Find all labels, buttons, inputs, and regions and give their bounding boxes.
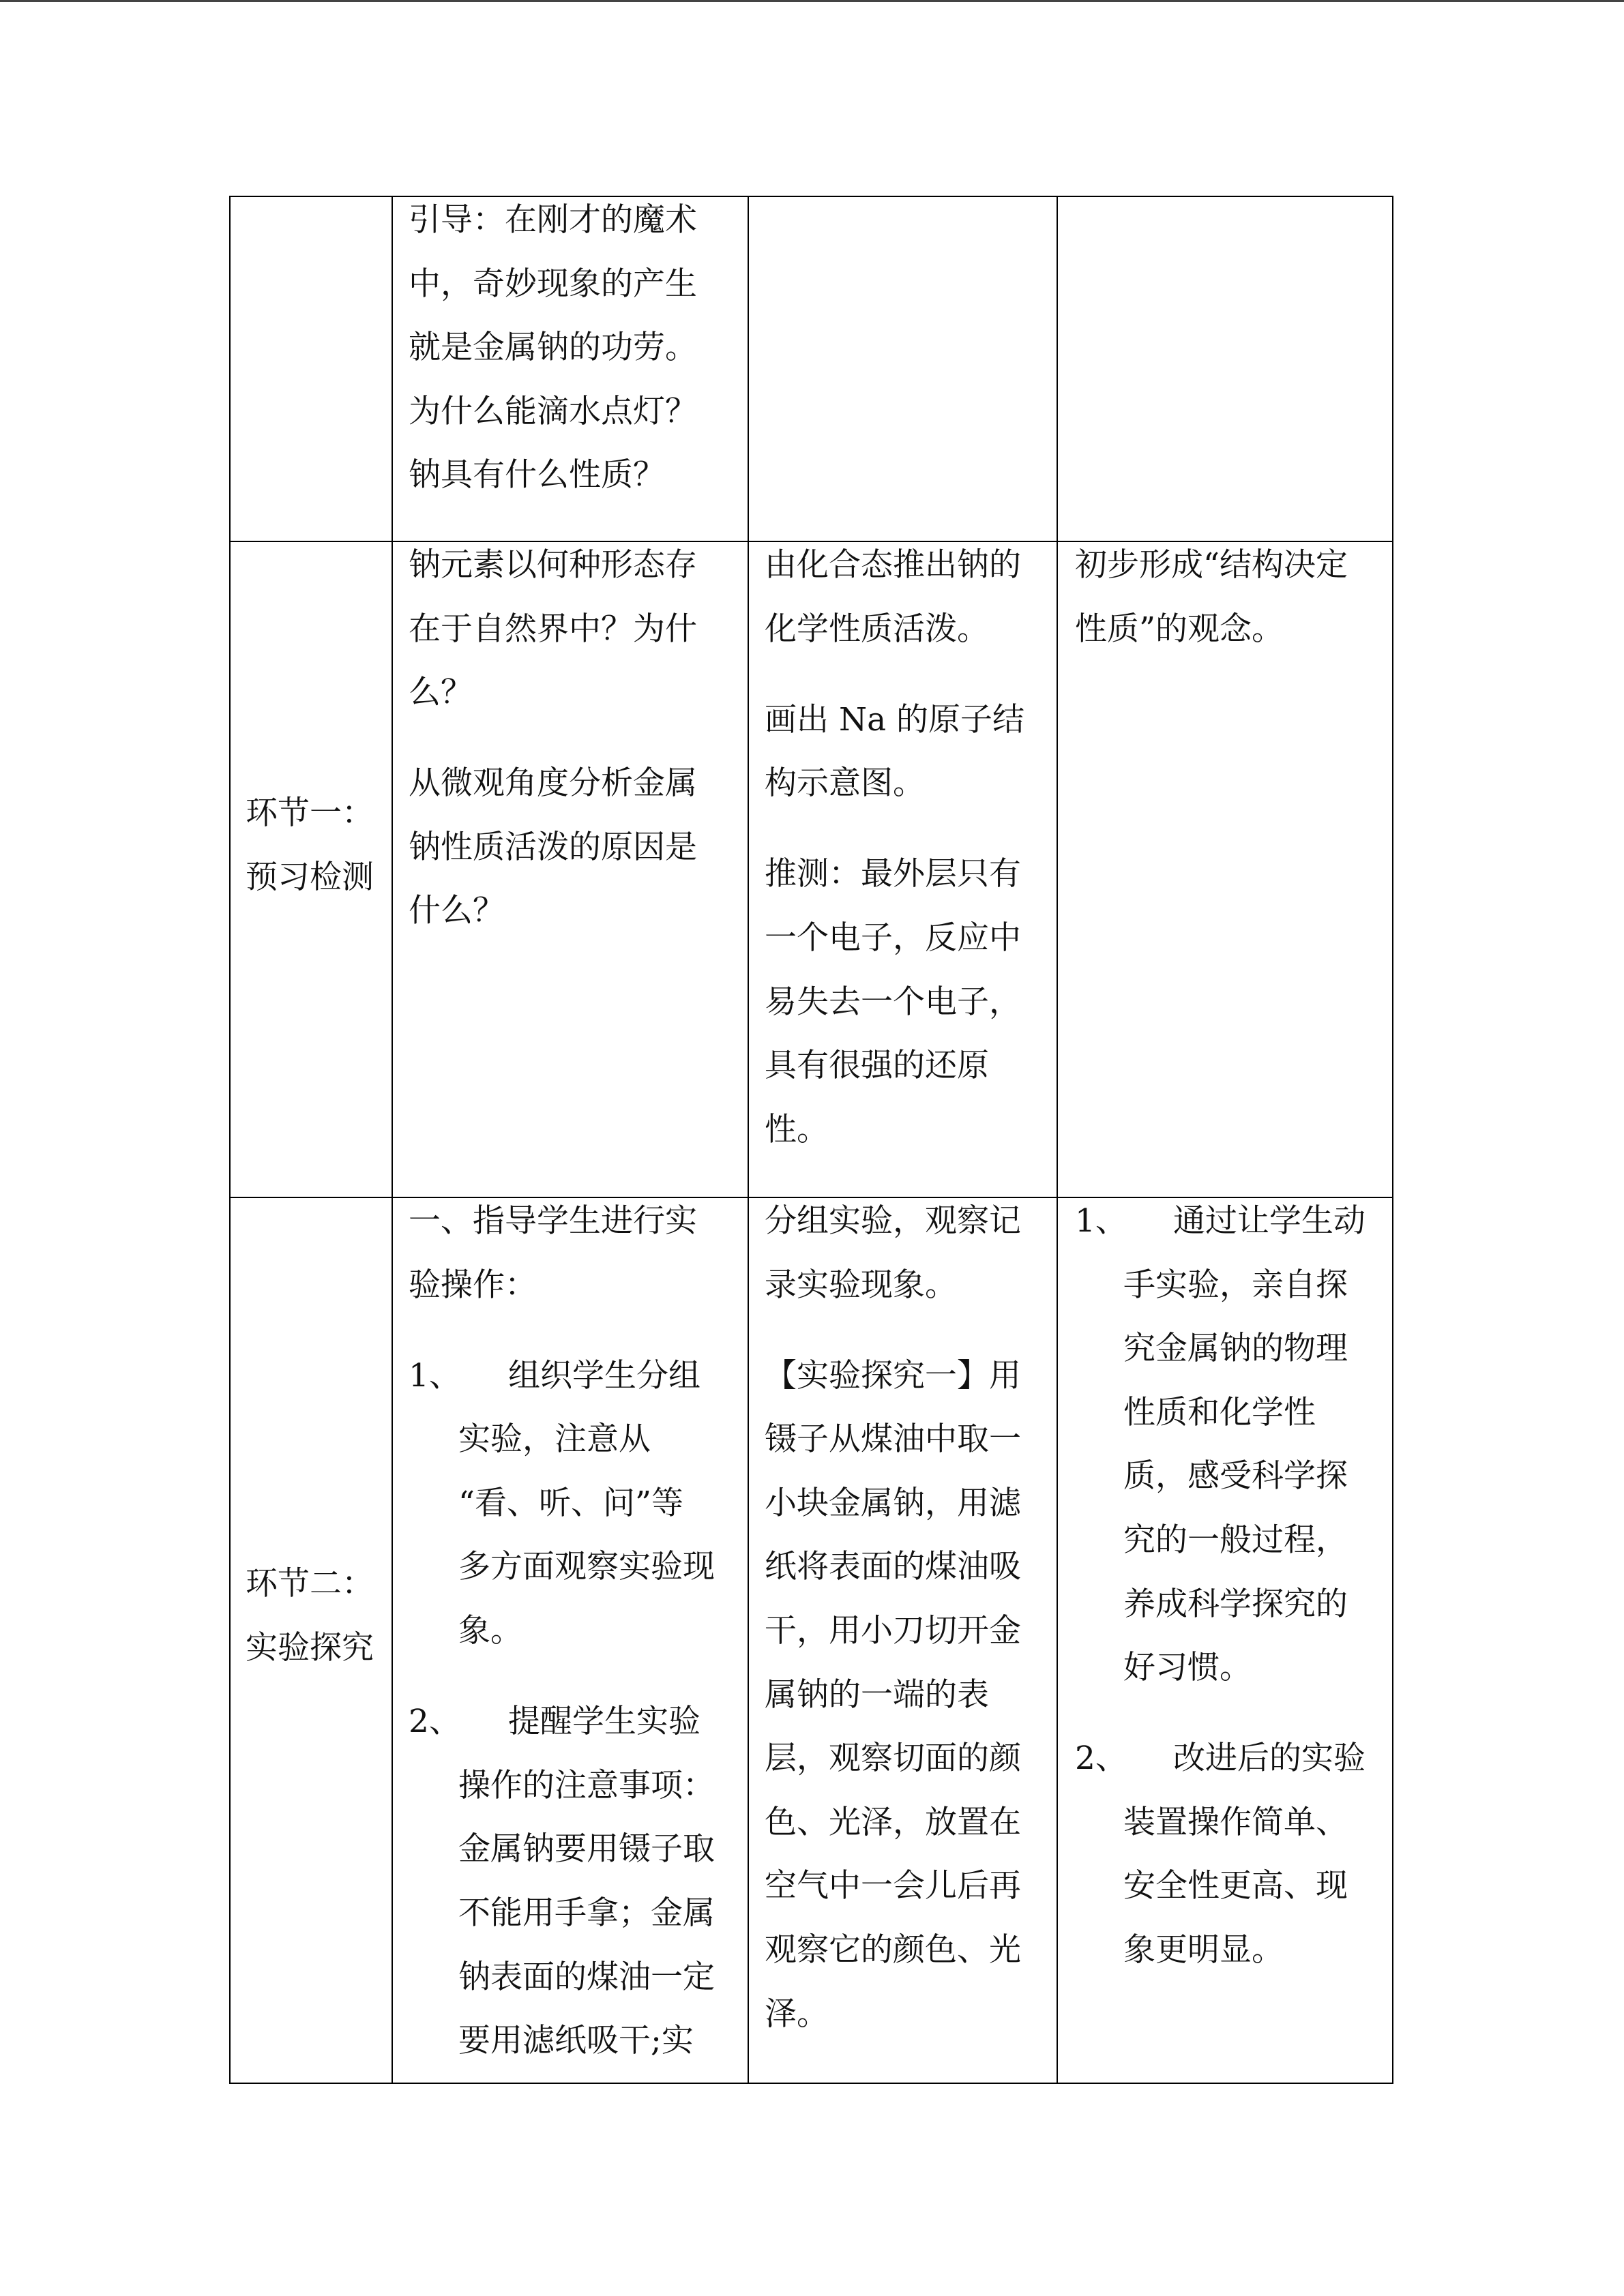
table-cell	[748, 196, 1058, 542]
text-line: 实验探究	[246, 1629, 374, 1667]
table-cell	[392, 196, 749, 542]
table-cell	[748, 1197, 1058, 2084]
cell-content	[409, 1189, 715, 2073]
paragraph	[1075, 533, 1348, 661]
text-line: 钠具有什么性质？	[409, 456, 665, 494]
text-line: 质，感受科学探	[1123, 1457, 1348, 1495]
text-line: 纸将表面的煤油吸	[765, 1548, 1021, 1586]
text-line: 养成科学探究的	[1123, 1585, 1348, 1623]
text-line: 一个电子，反应中	[765, 919, 1021, 957]
text-line: 观察它的颜色、光	[765, 1931, 1021, 1969]
text-line: 镊子从煤油中取一	[765, 1420, 1021, 1459]
text-line: 象。	[458, 1612, 522, 1650]
table-cell	[392, 541, 749, 1198]
list-marker: 1、	[409, 1356, 461, 1395]
text-line: 实验，注意从	[458, 1420, 651, 1459]
text-line: “看、听、问”等	[458, 1484, 684, 1522]
text-line: 一、指导学生进行实	[409, 1202, 697, 1240]
text-line: 在于自然界中？为什	[409, 610, 697, 648]
text-line: 改进后的实验	[1173, 1740, 1365, 1778]
text-line: 初步形成“结构决定	[1075, 546, 1348, 584]
paragraph	[765, 1189, 1021, 1317]
text-line: 由化合态推出钠的	[765, 546, 1021, 584]
list-item	[1075, 1189, 1365, 1700]
paragraph	[409, 751, 697, 943]
cell-content	[765, 533, 1024, 1161]
text-line: 从微观角度分析金属	[409, 764, 697, 803]
text-line: 金属钠要用镊子取	[458, 1830, 715, 1868]
stage-label	[231, 781, 374, 909]
text-line: 验操作：	[409, 1266, 537, 1304]
text-line: 推测：最外层只有	[765, 855, 1021, 893]
cell-content	[1075, 533, 1348, 661]
text-line: 层，观察切面的颜	[765, 1740, 1021, 1778]
list-marker: 2、	[1075, 1740, 1127, 1778]
text-line: 装置操作简单、	[1123, 1803, 1348, 1841]
text-line: 多方面观察实验现	[458, 1548, 715, 1586]
table-cell	[1057, 1197, 1393, 2084]
text-line: 易失去一个电子，	[765, 983, 1021, 1021]
list-item	[409, 1344, 715, 1663]
cell-content	[409, 188, 697, 507]
text-line: 泽。	[765, 1995, 829, 2033]
text-line: 究金属钠的物理	[1123, 1330, 1348, 1368]
cell-content	[1075, 1189, 1365, 1982]
text-line: 钠表面的煤油一定	[458, 1958, 715, 1996]
table-cell	[229, 1197, 393, 2084]
text-line: 手实验，亲自探	[1123, 1266, 1348, 1304]
table-cell	[1057, 541, 1393, 1198]
text-line: 性。	[765, 1110, 829, 1148]
cell-content	[765, 1189, 1021, 2046]
table-cell	[748, 541, 1058, 1198]
text-line: 性质”的观念。	[1075, 610, 1284, 648]
list-item	[409, 1690, 715, 2073]
text-line: 象更明显。	[1123, 1931, 1284, 1969]
stage-label	[231, 1552, 374, 1680]
text-line: 么？	[409, 674, 473, 712]
text-line: 色、光泽，放置在	[765, 1803, 1021, 1841]
text-line: 究的一般过程，	[1123, 1521, 1348, 1559]
text-line: 化学性质活泼。	[765, 610, 989, 648]
text-line: 干，用小刀切开金	[765, 1612, 1021, 1650]
text-line: 性质和化学性	[1123, 1393, 1316, 1431]
text-line: 环节二：	[246, 1565, 374, 1603]
text-line: 通过让学生动	[1173, 1202, 1365, 1240]
table-cell	[229, 541, 393, 1198]
text-line: 钠元素以何种形态存	[409, 546, 697, 584]
text-line: 中，奇妙现象的产生	[409, 265, 697, 303]
text-line: 录实验现象。	[765, 1266, 957, 1304]
text-line: 不能用手拿；金属	[458, 1894, 715, 1932]
list-marker: 2、	[409, 1703, 461, 1741]
text-line: 什么？	[409, 892, 505, 930]
text-line: 就是金属钠的功劳。	[409, 329, 697, 367]
text-line: 预习检测	[246, 858, 374, 896]
text-line: 操作的注意事项：	[458, 1766, 715, 1804]
text-line: 空气中一会儿后再	[765, 1867, 1021, 1905]
text-line: 小块金属钠，用滤	[765, 1484, 1021, 1522]
text-line: 属钠的一端的表	[765, 1675, 989, 1714]
table-cell	[1057, 196, 1393, 542]
list-marker: 1、	[1075, 1202, 1127, 1240]
text-line: 安全性更高、现	[1123, 1867, 1348, 1905]
text-line: 具有很强的还原	[765, 1047, 989, 1085]
text-line: 为什么能滴水点灯？	[409, 392, 697, 430]
paragraph	[409, 188, 697, 507]
list-item	[1075, 1727, 1365, 1982]
text-line: 钠性质活泼的原因是	[409, 828, 697, 866]
paragraph	[409, 533, 697, 725]
paragraph	[765, 842, 1024, 1161]
text-line: 环节一：	[246, 794, 374, 832]
table-cell	[392, 1197, 749, 2084]
text-line: 构示意图。	[765, 764, 925, 803]
cell-content	[409, 533, 697, 943]
text-line: 好习惯。	[1123, 1649, 1252, 1687]
paragraph	[765, 533, 1024, 661]
text-line: 画出 Na 的原子结	[765, 700, 1025, 739]
table-cell	[229, 196, 393, 542]
paragraph	[765, 688, 1024, 816]
paragraph	[765, 1344, 1021, 2046]
text-line: 组织学生分组	[508, 1356, 700, 1395]
text-line: 提醒学生实验	[508, 1703, 700, 1741]
text-line: 引导：在刚才的魔术	[409, 201, 697, 239]
text-line: 分组实验，观察记	[765, 1202, 1021, 1240]
paragraph	[409, 1189, 715, 1317]
text-line: 【实验探究一】用	[765, 1356, 1021, 1395]
text-line: 要用滤纸吸干;实	[458, 2022, 694, 2060]
